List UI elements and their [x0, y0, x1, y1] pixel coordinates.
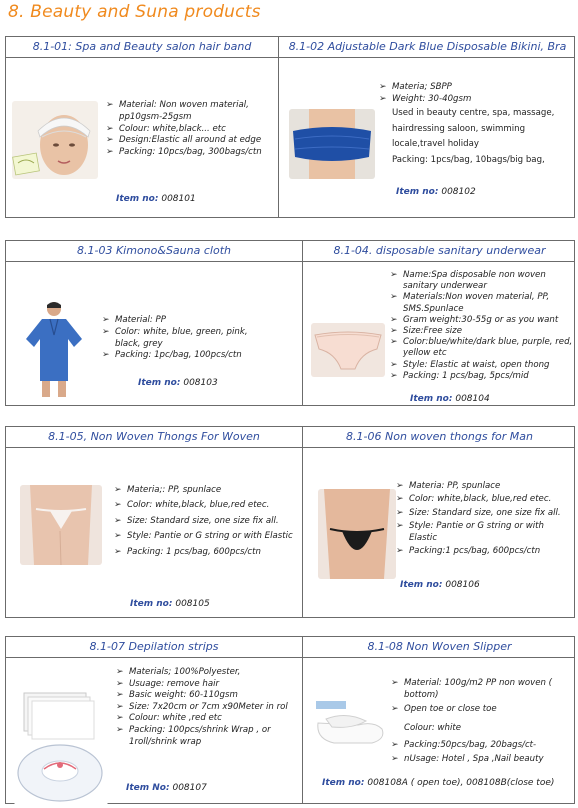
spec-item: ➢ Color:blue/white/dark blue, purple, red, yellow etc	[390, 337, 575, 359]
item-number: Item no: 008103	[138, 378, 218, 388]
spec-item: ➢ Packing:50pcs/bag, 20bags/ct-	[391, 738, 575, 752]
item-number: Item no: 008105	[130, 599, 210, 609]
spec-item: ➢ Materials:Non woven material, PP, SMS.Spunlace	[390, 292, 575, 314]
product-row-3	[5, 426, 575, 618]
item-number: Item no: 008101	[116, 194, 196, 204]
spec-item: ➢ Size: 7x20cm or 7cm x90Meter in rol	[116, 702, 300, 714]
spec-item: ➢ Size: Standard size, one size fix all.	[396, 508, 574, 519]
item-number: Item No: 008107	[126, 783, 207, 793]
spec-item: ➢ Packing: 1 pcs/bag, 5pcs/mid	[390, 371, 575, 382]
product-title: 8.1-08 Non Woven Slipper	[367, 640, 512, 653]
spec-item: ➢ Color: white,black, blue,red etec.	[114, 500, 298, 511]
spec-item: ➢ Material: PP	[102, 315, 272, 327]
spec-item: ➢ Materials; 100%Polyester,	[116, 667, 300, 679]
item-number: Item no: 008104	[410, 394, 490, 404]
spec-notes	[392, 106, 576, 168]
spec-item: ➢ Colour: white,black... etc	[106, 124, 274, 136]
spec-item: ➢ Packing: 1pc/bag, 100pcs/ctn	[102, 350, 272, 362]
spec-item: ➢ Size: Standard size, one size fix all.	[114, 516, 298, 527]
spec-list	[114, 485, 298, 558]
spec-item: ➢ Style: Elastic at waist, open thong	[390, 360, 575, 371]
product-title: 8.1-01: Spa and Beauty salon hair band	[32, 40, 252, 53]
spec-item: ➢ Materia;: PP, spunlace	[114, 485, 298, 496]
spec-item: ➢ Size:Free size	[390, 326, 575, 337]
blue-kimono-photo	[22, 299, 86, 399]
spec-item: ➢ Color: white, blue, green, pink, black, grey	[102, 327, 272, 351]
item-number: Item no: 008102	[396, 187, 476, 197]
spec-list	[116, 667, 300, 748]
product-title: 8.1-03 Kimono&Sauna cloth	[77, 244, 231, 257]
spec-item: ➢ nUsage: Hotel , Spa ,Nail beauty	[391, 752, 575, 766]
spec-item: ➢ Gram weight:30-55g or as you want	[390, 315, 575, 326]
spec-item: ➢ Weight: 30-40gsm	[379, 94, 573, 106]
woman-hair-band-photo	[12, 101, 98, 179]
depilation-strips-photo	[14, 687, 108, 805]
spec-note: Colour: white	[404, 723, 462, 733]
spec-item: ➢ Colour: white ,red etc	[116, 713, 300, 725]
spec-list	[106, 100, 274, 159]
spec-item: ➢ Materia; SBPP	[379, 82, 573, 94]
product-title: 8.1-06 Non woven thongs for Man	[346, 430, 533, 443]
product-row-2	[5, 240, 575, 406]
row-1-header	[6, 37, 574, 58]
slipper-photo	[312, 697, 390, 751]
row-4-header	[6, 637, 574, 658]
spec-item: ➢ Basic weight: 60-110gsm	[116, 690, 300, 702]
spec-list	[391, 677, 575, 715]
item-number: Item no: 008106	[400, 580, 480, 590]
product-title: 8.1-07 Depilation strips	[89, 640, 219, 653]
spec-note: locale,travel holiday	[392, 139, 479, 149]
spec-item: ➢ Material: Non woven material, pp10gsm-25gsm	[106, 100, 274, 124]
product-title: 8.1-02 Adjustable Dark Blue Disposable Bikini, Bra	[288, 40, 567, 53]
spec-list	[391, 738, 575, 766]
section-title: 8. Beauty and Suna products	[8, 2, 261, 22]
product-title: 8.1-05, Non Woven Thongs For Woven	[48, 430, 260, 443]
spec-item: ➢ Usuage: remove hair	[116, 679, 300, 691]
spec-item: ➢ Packing: 100pcs/shrink Wrap , or 1roll/shrink wrap	[116, 725, 300, 748]
spec-item: ➢ Style: Pantie or G string or with Elastic	[396, 521, 574, 544]
spec-item: ➢ Packing: 1 pcs/bag, 600pcs/ctn	[114, 547, 298, 558]
spec-list	[396, 481, 574, 557]
item-number: Item no: 008108A ( open toe), 008108B(close toe)	[322, 778, 555, 788]
row-2-header	[6, 241, 574, 262]
woman-thong-photo	[20, 485, 102, 565]
spec-item: ➢ Material: 100g/m2 PP non woven ( bottom)	[391, 677, 575, 701]
spec-list	[390, 270, 575, 382]
row-3-header	[6, 427, 574, 448]
sanitary-underwear-photo	[311, 323, 385, 377]
spec-item: ➢ Materia: PP, spunlace	[396, 481, 574, 492]
product-row-1	[5, 36, 575, 218]
spec-list	[102, 315, 272, 362]
spec-item: ➢ Color: white,black, blue,red etec.	[396, 494, 574, 505]
spec-item: ➢ Open toe or close toe	[391, 703, 575, 715]
spec-item: ➢ Design:Elastic all around at edge	[106, 135, 274, 147]
spec-note: Packing: 1pcs/bag, 10bags/big bag,	[392, 154, 545, 165]
man-thong-photo	[318, 489, 396, 579]
spec-item: ➢ Packing: 10pcs/bag, 300bags/ctn	[106, 147, 274, 159]
spec-item: ➢ Style: Pantie or G string or with Elastic	[114, 531, 298, 542]
blue-bikini-bra-photo	[289, 109, 375, 179]
spec-item: ➢ Packing:1 pcs/bag, 600pcs/ctn	[396, 546, 574, 557]
spec-notes	[404, 723, 574, 735]
spec-item: ➢ Name:Spa disposable non woven sanitary underwear	[390, 270, 575, 292]
spec-note: Used in beauty centre, spa, massage,	[392, 108, 555, 118]
spec-list	[379, 82, 573, 106]
product-title: 8.1-04. disposable sanitary underwear	[333, 244, 546, 257]
spec-note: hairdressing saloon, swimming	[392, 123, 526, 134]
product-row-4	[5, 636, 575, 804]
